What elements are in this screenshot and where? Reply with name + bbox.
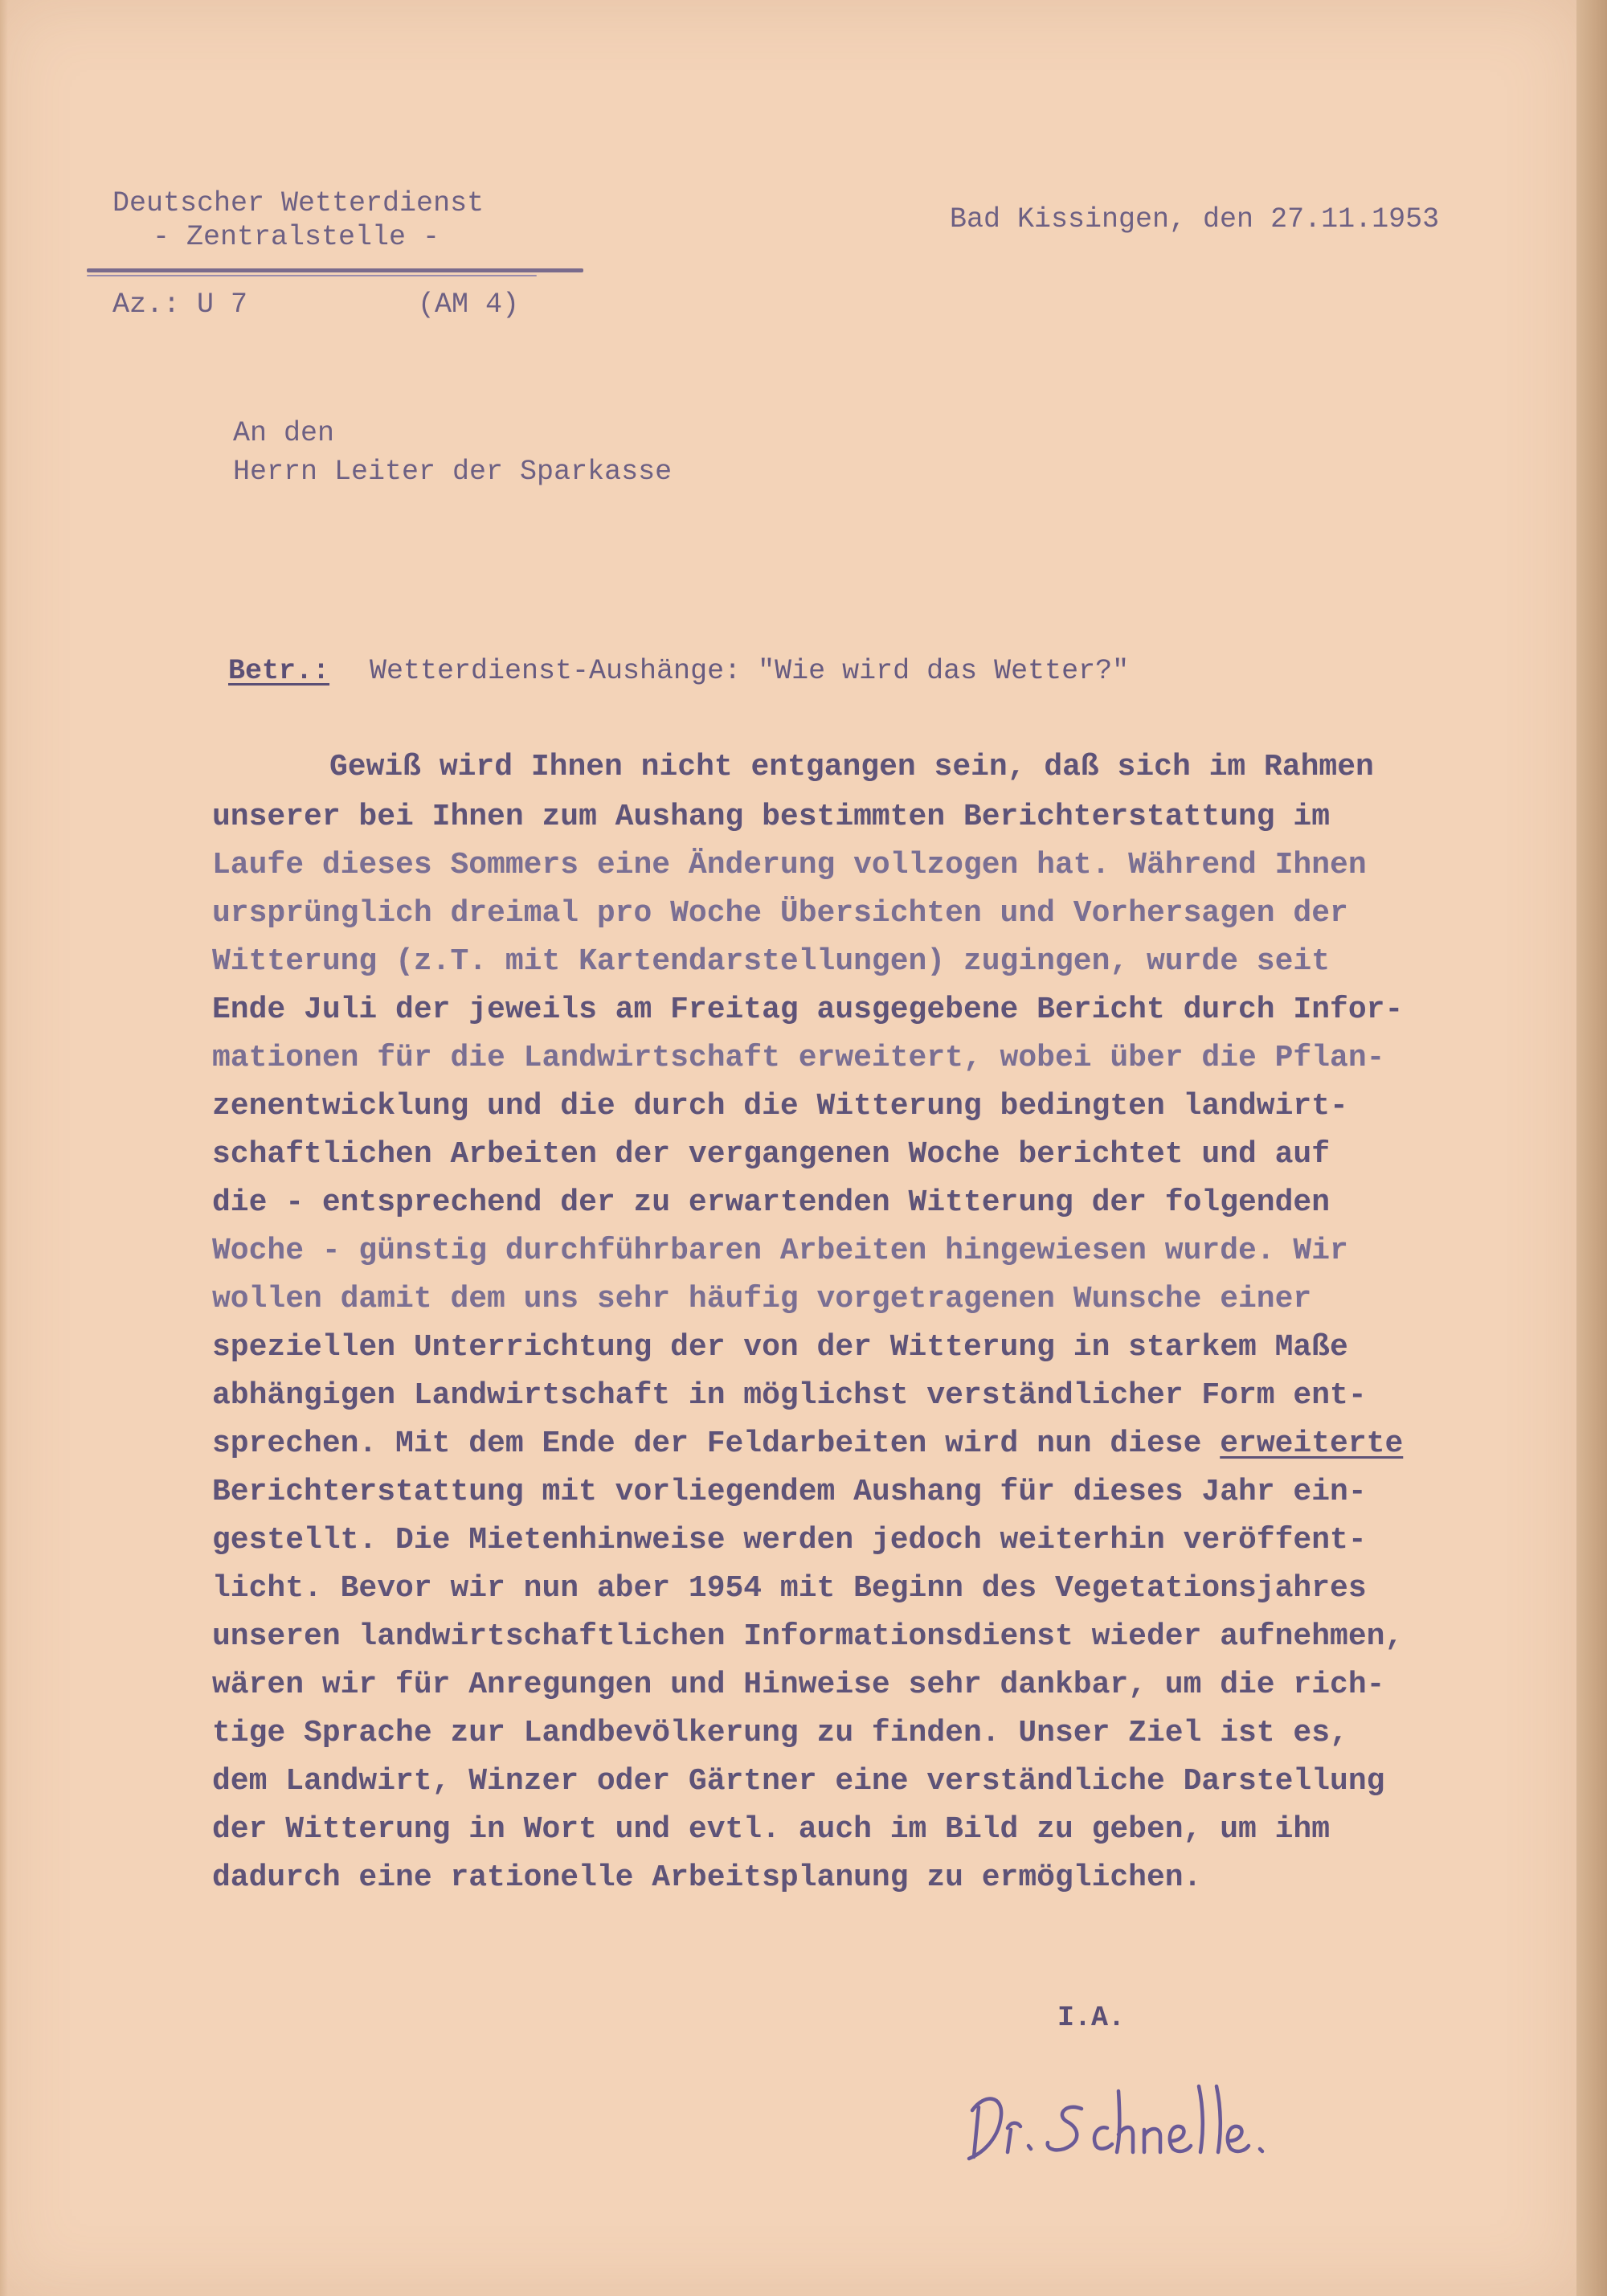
page-right-edge bbox=[1576, 0, 1607, 2296]
letterhead-rule-shadow bbox=[87, 275, 537, 276]
place-date: Bad Kissingen, den 27.11.1953 bbox=[950, 203, 1440, 235]
letterhead-rule bbox=[87, 268, 583, 272]
body-line: Gewiß wird Ihnen nicht entgangen sein, daß sich im Rahmen bbox=[329, 750, 1374, 784]
body-line: dadurch eine rationelle Arbeitsplanung zu ermöglichen. bbox=[212, 1860, 1202, 1895]
body-line: Berichterstattung mit vorliegendem Aushang für dieses Jahr ein- bbox=[212, 1475, 1367, 1509]
body-line: ursprünglich dreimal pro Woche Übersichten und Vorhersagen der bbox=[212, 896, 1348, 931]
body-line: unseren landwirtschaftlichen Informationsdienst wieder aufnehmen, bbox=[212, 1619, 1404, 1654]
subject-text: Wetterdienst-Aushänge: "Wie wird das Wetter?" bbox=[370, 655, 1130, 687]
body-line: gestellt. Die Mietenhinweise werden jedoch weiterhin veröffent- bbox=[212, 1523, 1367, 1557]
body-line: Ende Juli der jeweils am Freitag ausgegebene Bericht durch Infor- bbox=[212, 992, 1404, 1027]
body-line-with-underline bbox=[212, 1426, 1540, 1461]
body-line: schaftlichen Arbeiten der vergangenen Woche berichtet und auf bbox=[212, 1137, 1331, 1172]
body-line: tige Sprache zur Landbevölkerung zu finden. Unser Ziel ist es, bbox=[212, 1716, 1348, 1750]
body-line: wollen damit dem uns sehr häufig vorgetragenen Wunsche einer bbox=[212, 1282, 1312, 1316]
underlined-word: erweiterte bbox=[1220, 1426, 1404, 1461]
subject-label: Betr.: bbox=[228, 655, 330, 687]
body-line: mationen für die Landwirtschaft erweitert, wobei über die Pflan- bbox=[212, 1041, 1385, 1075]
body-line: Laufe dieses Sommers eine Änderung vollzogen hat. Während Ihnen bbox=[212, 848, 1367, 882]
body-line: Woche - günstig durchführbaren Arbeiten hingewiesen wurde. Wir bbox=[212, 1234, 1348, 1268]
body-line: die - entsprechend der zu erwartenden Witterung der folgenden bbox=[212, 1185, 1331, 1220]
body-line: der Witterung in Wort und evtl. auch im Bild zu geben, um ihm bbox=[212, 1812, 1331, 1847]
recipient-line-1: An den bbox=[233, 417, 335, 449]
sender-dept: - Zentralstelle - bbox=[153, 221, 440, 253]
body-line-text: sprechen. Mit dem Ende der Feldarbeiten wird nun diese bbox=[212, 1426, 1221, 1461]
body-line: unserer bei Ihnen zum Aushang bestimmten Berichterstattung im bbox=[212, 800, 1331, 834]
page-left-edge bbox=[0, 0, 8, 2296]
sender-org: Deutscher Wetterdienst bbox=[112, 187, 485, 219]
body-line: wären wir für Anregungen und Hinweise sehr dankbar, um die rich- bbox=[212, 1668, 1385, 1702]
body-line: dem Landwirt, Winzer oder Gärtner eine verständliche Darstellung bbox=[212, 1764, 1385, 1799]
body-line: abhängigen Landwirtschaft in möglichst verständlicher Form ent- bbox=[212, 1378, 1367, 1413]
reference-number: Az.: U 7 bbox=[112, 289, 248, 321]
body-line: licht. Bevor wir nun aber 1954 mit Beginn des Vegetationsjahres bbox=[212, 1571, 1367, 1606]
signature-handwritten bbox=[961, 2069, 1315, 2173]
closing-ia: I.A. bbox=[1057, 2002, 1126, 2034]
recipient-line-2: Herrn Leiter der Sparkasse bbox=[233, 456, 673, 488]
body-line: Witterung (z.T. mit Kartendarstellungen) zugingen, wurde seit bbox=[212, 944, 1331, 979]
body-line: speziellen Unterrichtung der von der Witterung in starkem Maße bbox=[212, 1330, 1348, 1365]
body-line: zenentwicklung und die durch die Witterung bedingten landwirt- bbox=[212, 1089, 1348, 1123]
reference-code: (AM 4) bbox=[418, 289, 520, 321]
